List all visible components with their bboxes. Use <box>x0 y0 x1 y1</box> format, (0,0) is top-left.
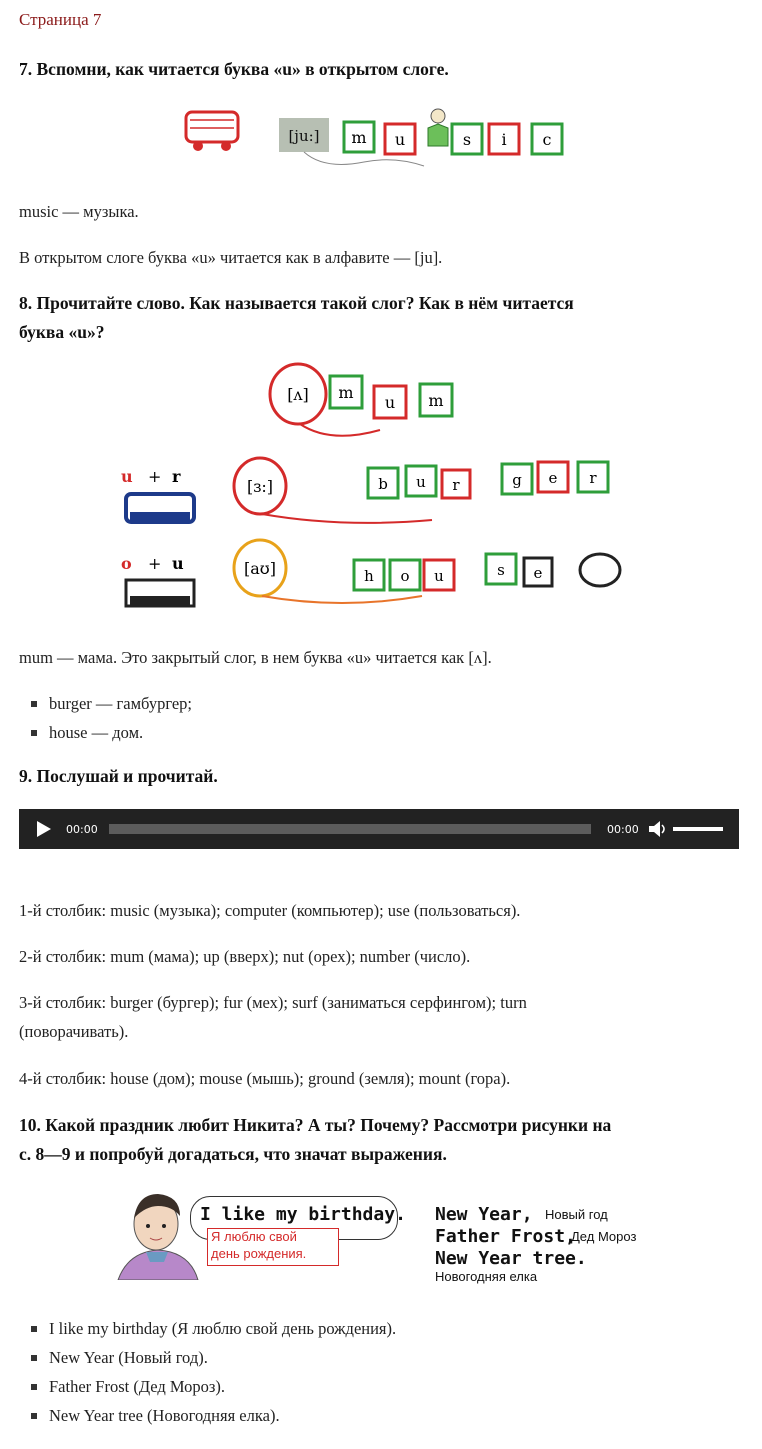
svg-text:r: r <box>589 469 597 487</box>
list-item: New Year tree (Новогодняя елка). <box>19 1401 719 1430</box>
list-item: New Year (Новый год). <box>19 1343 719 1372</box>
svg-text:i: i <box>501 130 507 149</box>
svg-text:c: c <box>542 130 552 149</box>
svg-text:[ɜ:]: [ɜ:] <box>246 477 274 496</box>
column-2-text: 2-й столбик: mum (мама); up (вверх); nut (орех); number (число). <box>19 947 471 966</box>
train-car-blue-icon <box>126 494 194 522</box>
volume-icon[interactable] <box>648 820 668 838</box>
page-title: Страница 7 <box>19 10 102 29</box>
row2-block-r <box>442 470 470 498</box>
svg-text:h: h <box>364 567 374 585</box>
block-m <box>344 122 374 152</box>
svg-text:s: s <box>462 130 472 149</box>
syllable-illustration <box>110 362 640 622</box>
column-3-text-2: (поворачивать). <box>19 1022 129 1041</box>
volume-slider[interactable] <box>673 827 723 831</box>
section-7-heading: 7. Вспомни, как читается буква «u» в открытом слоге. <box>19 59 449 79</box>
row3-block-u <box>424 560 454 590</box>
train-engine-icon <box>186 112 238 151</box>
row1-block-u <box>374 386 406 418</box>
phrase-father-frost: Father Frost, <box>435 1226 576 1247</box>
current-time: 00:00 <box>66 823 98 836</box>
music-illustration <box>180 100 580 170</box>
audio-player <box>19 809 739 849</box>
row2-block-u <box>406 466 436 496</box>
section-7-text-1: music — музыка. <box>19 202 139 221</box>
boy-portrait-icon <box>110 1188 200 1280</box>
row3-block-o <box>390 560 420 590</box>
svg-text:b: b <box>378 475 388 493</box>
column-4-text: 4-й столбик: house (дом); mouse (мышь); ground (земля); mount (гора). <box>19 1069 511 1088</box>
svg-text:m: m <box>428 391 444 410</box>
svg-text:u: u <box>394 130 406 149</box>
svg-text:u: u <box>416 473 426 491</box>
duration: 00:00 <box>607 823 639 836</box>
list-item: I like my birthday (Я люблю свой день рождения). <box>19 1314 719 1343</box>
row3-block-h <box>354 560 384 590</box>
phrase-new-year-tree-ru: Новогодняя елка <box>435 1269 538 1284</box>
svg-text:r: r <box>172 467 181 486</box>
list-item: house — дом. <box>19 718 719 747</box>
block-i <box>489 124 519 154</box>
boy-figure-icon <box>428 109 448 146</box>
progress-bar[interactable] <box>109 824 591 834</box>
section-8-heading-1: 8. Прочитайте слово. Как называется такой слог? Как в нём читается <box>19 293 574 313</box>
section-9-heading: 9. Послушай и прочитай. <box>19 766 218 786</box>
section-8-list <box>19 689 719 747</box>
play-icon[interactable] <box>37 821 51 837</box>
svg-text:m: m <box>338 383 354 402</box>
block-u <box>385 124 415 154</box>
phrase-father-frost-ru: Дед Мороз <box>571 1229 637 1244</box>
svg-text:u: u <box>121 467 133 486</box>
row1-block-m2 <box>420 384 452 416</box>
svg-text:g: g <box>512 471 522 489</box>
section-10-heading-2: с. 8—9 и попробуй догадаться, что значат выражения. <box>19 1144 447 1164</box>
svg-text:o: o <box>121 554 132 573</box>
balloon-black-icon <box>580 554 620 586</box>
translation-text-2: день рождения. <box>211 1246 307 1261</box>
svg-text:o: o <box>400 567 410 585</box>
svg-text:u: u <box>384 393 396 412</box>
svg-text:s: s <box>497 561 505 579</box>
svg-text:r: r <box>452 476 460 494</box>
phrase-new-year-ru: Новый год <box>545 1207 608 1222</box>
row2-block-r2 <box>578 462 608 492</box>
svg-text:m: m <box>351 128 367 147</box>
section-8-text-1: mum — мама. Это закрытый слог, в нем буква «u» читается как [ʌ]. <box>19 648 492 667</box>
svg-text:+: + <box>148 467 162 486</box>
svg-text:+: + <box>148 554 162 573</box>
column-3-text-1: 3-й столбик: burger (бургер); fur (мех); surf (заниматься серфингом); turn <box>19 993 527 1012</box>
svg-text:[ʌ]: [ʌ] <box>287 385 309 404</box>
music-transcription: [ju:] <box>288 127 320 145</box>
phrase-new-year-tree: New Year tree. <box>435 1248 587 1269</box>
section-7-text-2: В открытом слоге буква «u» читается как в алфавите — [ju]. <box>19 248 443 267</box>
row3-block-s <box>486 554 516 584</box>
svg-text:e: e <box>548 469 558 487</box>
translation-text-1: Я люблю свой <box>211 1229 297 1244</box>
phrase-new-year: New Year, <box>435 1204 533 1225</box>
block-s <box>452 124 482 154</box>
list-item: burger — гамбургер; <box>19 689 719 718</box>
row2-block-b <box>368 468 398 498</box>
row2-block-g <box>502 464 532 494</box>
row2-block-e <box>538 462 568 492</box>
column-1-text: 1-й столбик: music (музыка); computer (компьютер); use (пользоваться). <box>19 901 521 920</box>
row3-block-e <box>524 558 552 586</box>
svg-text:u: u <box>172 554 184 573</box>
section-10-list <box>19 1314 719 1430</box>
train-car-black-icon <box>126 580 194 606</box>
section-8-heading-2: буква «u»? <box>19 322 105 342</box>
list-item: Father Frost (Дед Мороз). <box>19 1372 719 1401</box>
speech-bubble-text: I like my birthday. <box>200 1204 406 1225</box>
block-c <box>532 124 562 154</box>
section-10-heading-1: 10. Какой праздник любит Никита? А ты? Почему? Рассмотри рисунки на <box>19 1115 612 1135</box>
svg-text:u: u <box>434 567 444 585</box>
svg-text:[aʊ]: [aʊ] <box>244 559 276 578</box>
row1-block-m <box>330 376 362 408</box>
svg-text:e: e <box>533 564 543 582</box>
